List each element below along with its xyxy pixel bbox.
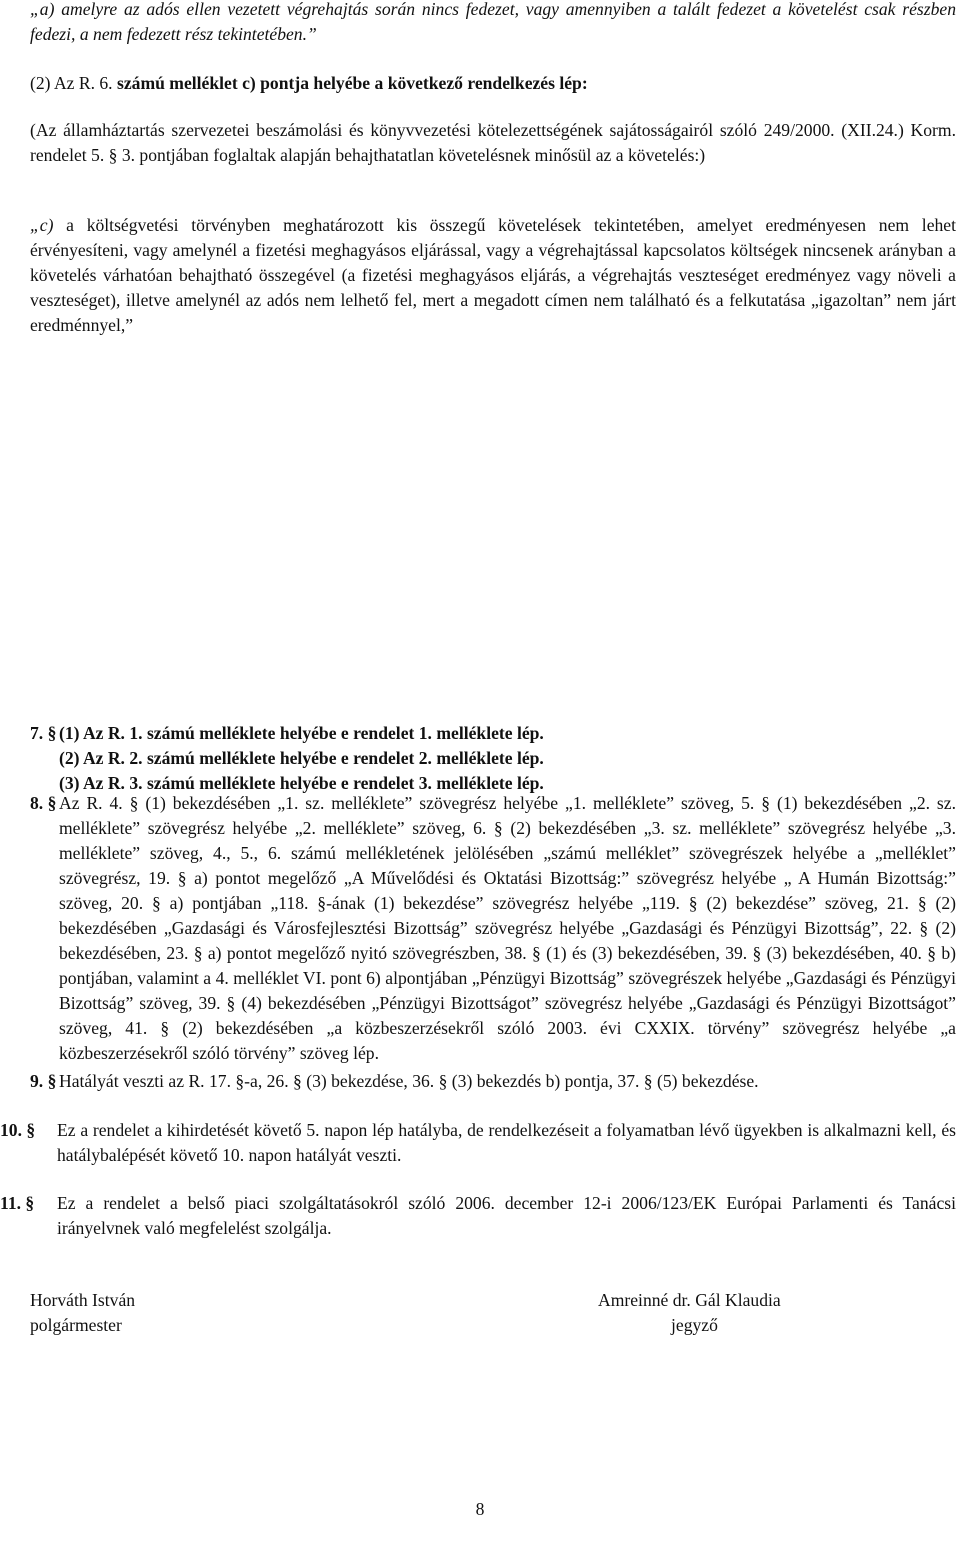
paragraph-parenthetical: (Az államháztartás szervezetei beszámolási és könyvvezetési kötelezettségének sajátosságairól szóló 249/2000. (XII.24.) Korm. rendelet 5. § 3. pontjában foglaltak alapján behajthatatlan követelésnek minősül az a követelés:)	[30, 120, 956, 165]
section-8-number: 8. §	[30, 793, 57, 813]
paragraph-a	[30, 0, 956, 47]
section-7-line-1: (1) Az R. 1. számú melléklete helyébe e rendelet 1. melléklete lép.	[59, 723, 544, 743]
paragraph-a-text: „a) amelyre az adós ellen vezetett végrehajtás során nincs fedezet, vagy amennyiben a talált fedezet a követelést csak részben fedezi, a nem fedezett rész tekintetében.”	[30, 0, 956, 44]
section-9-number: 9. §	[30, 1071, 57, 1091]
section-7-line-3: (3) Az R. 3. számú melléklete helyébe e rendelet 3. melléklete lép.	[59, 773, 544, 793]
section-11-number-wrap	[0, 1191, 60, 1216]
section-11-text: Ez a rendelet a belső piaci szolgáltatásokról szóló 2006. december 12-i 2006/123/EK Európai Parlamenti és Tanácsi irányelvnek való megfelelést szolgálja.	[57, 1193, 956, 1238]
section-9-item	[30, 1069, 956, 1094]
section-8-item	[30, 791, 956, 1066]
section-7	[30, 721, 956, 796]
paragraph-2-lead: (2) Az R. 6.	[30, 73, 113, 93]
section-10	[0, 1118, 956, 1168]
signature-left-title: polgármester	[30, 1315, 122, 1335]
paragraph-c-text: a költségvetési törvényben meghatározott kis összegű követelések tekintetében, amelyet eredményesen nem lehet érvényesíteni, vagy amelynél a fizetési meghagyásos eljárással, vagy a végrehajtással kapcsolatos költségek nincsenek arányban a követelés várhatóan behajtható összegével (a fizetési meghagyásos eljárás, a végrehajtás veszteséget eredményez vagy növeli a veszteséget), illetve amelynél az adós nem lelhető fel, mert a megadott címen nem található és a felkutatása „igazoltan” nem járt eredménnyel,”	[30, 215, 956, 335]
paragraph-c-prefix: „c)	[30, 215, 54, 235]
section-11-item	[0, 1191, 956, 1241]
page-number: 8	[475, 1499, 485, 1519]
paragraph-2-heading	[30, 71, 956, 96]
signature-right-title: jegyző	[671, 1315, 718, 1335]
section-7-number: 7. §	[30, 723, 57, 743]
section-10-number-wrap	[0, 1118, 60, 1143]
section-11-number: 11. §	[0, 1193, 35, 1213]
section-11	[0, 1191, 956, 1241]
section-10-number: 10. §	[0, 1120, 36, 1140]
section-8-text: Az R. 4. § (1) bekezdésében „1. sz. melléklete” szövegrész helyébe „1. melléklete” szöveg, 5. § (1) bekezdésében „2. sz. melléklete” szövegrész helyébe „2. melléklete” szöveg, 6. § (2) bekezdésében „3. sz. melléklete” szövegrész helyébe „3. melléklete” szöveg, 4., 5., 6. számú mellékletének jelölésében „számú melléklet” szövegrészek helyébe a „melléklet” szövegrész, 19. § a) pontot megelőző „A Művelődési és Oktatási Bizottság:” szövegrész helyébe „ A Humán Bizottság:” szöveg, 20. § a) pontjában „118. §-ának (1) bekezdése” szövegrész helyébe „119. § (2) bekezdése” szöveg, 21. § (2) bekezdésében „Gazdasági és Városfejlesztési Bizottság” szövegrész helyébe „Gazdasági és Pénzügyi Bizottság”, 22. § (2) bekezdésében, 23. § a) pontot megelőző nyitó szövegrészben, 38. § (1) és (3) bekezdésében, 39. § (3) bekezdésében, 40. § b) pontjában, valamint a 4. melléklet VI. pont 6) alpontjában „Pénzügyi Bizottság” szövegrészek helyébe „Gazdasági és Pénzügyi Bizottság” szöveg, 39. § (4) bekezdésében „Pénzügyi Bizottságot” szövegrész helyébe „Gazdasági és Pénzügyi Bizottságot” szöveg, 41. § (2) bekezdésében „a közbeszerzésekről szóló 2003. évi CXXIX. törvény” szövegrész helyébe „a közbeszerzésekről szóló törvény” szöveg lép.	[59, 793, 956, 1063]
signature-right	[598, 1288, 781, 1338]
paragraph-c	[30, 213, 956, 338]
section-9	[30, 1069, 956, 1094]
section-9-text: Hatályát veszti az R. 17. §-a, 26. § (3) bekezdése, 36. § (3) bekezdés b) pontja, 37. § (5) bekezdése.	[59, 1071, 759, 1091]
paragraph-2-rest: számú melléklet c) pontja helyébe a következő rendelkezés lép:	[112, 73, 588, 93]
signature-right-name: Amreinné dr. Gál Klaudia	[598, 1290, 781, 1310]
section-7-item	[30, 721, 956, 796]
signature-left-name: Horváth István	[30, 1290, 136, 1310]
section-10-item	[0, 1118, 956, 1168]
section-10-text: Ez a rendelet a kihirdetését követő 5. napon lép hatályba, de rendelkezéseit a folyamatban lévő ügyekben is alkalmazni kell, és hatálybalépését követő 10. napon hatályát veszti.	[57, 1120, 956, 1165]
section-8	[30, 791, 956, 1066]
signature-left	[30, 1288, 135, 1338]
section-7-line-2: (2) Az R. 2. számú melléklete helyébe e rendelet 2. melléklete lép.	[59, 748, 544, 768]
